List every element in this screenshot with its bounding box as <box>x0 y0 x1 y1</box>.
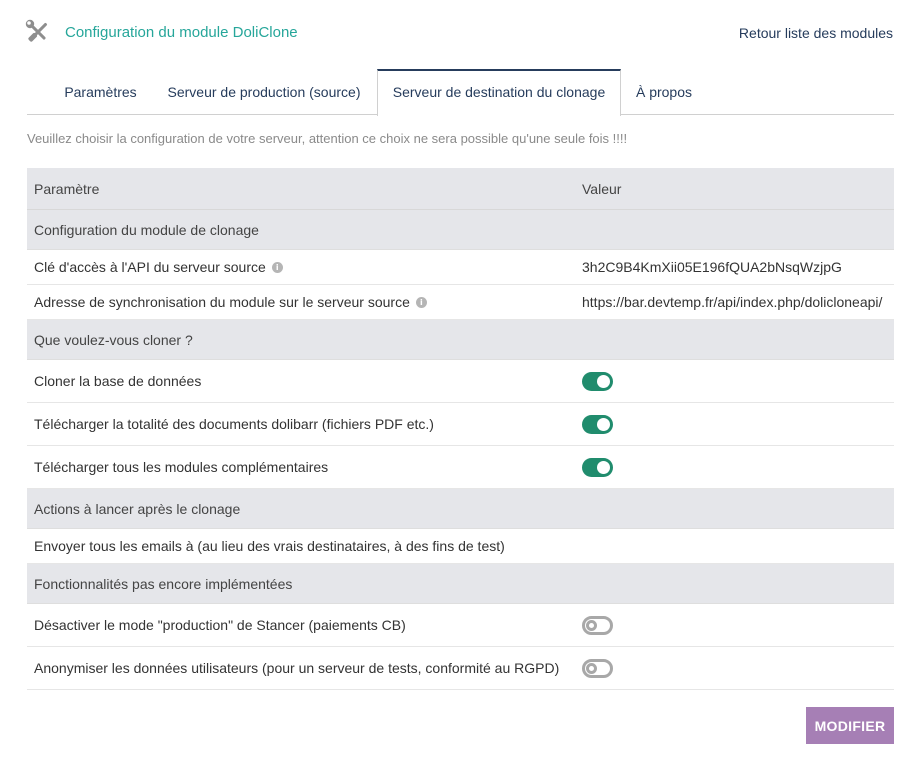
tools-icon <box>25 19 51 45</box>
row-label <box>34 285 427 319</box>
download-docs-toggle[interactable] <box>582 415 613 434</box>
clone-db-toggle[interactable] <box>582 372 613 391</box>
group-label: Que voulez-vous cloner ? <box>34 331 193 348</box>
group-row-clone <box>27 320 894 360</box>
toggle-knob <box>586 620 597 631</box>
info-icon[interactable]: i <box>416 297 427 308</box>
table-header-row <box>27 168 894 210</box>
header-value: Valeur <box>582 180 622 197</box>
table-row-clone-db <box>27 360 894 403</box>
sync-url-label: Adresse de synchronisation du module sur le serveur source <box>34 294 410 310</box>
download-modules-toggle[interactable] <box>582 458 613 477</box>
header-param: Paramètre <box>34 180 100 197</box>
disable-stancer-label: Désactiver le mode "production" de Stancer (paiements CB) <box>34 617 406 633</box>
clone-db-label: Cloner la base de données <box>34 373 202 389</box>
anonymize-label: Anonymiser les données utilisateurs (pour un serveur de tests, conformité au RGPD) <box>34 660 560 676</box>
send-emails-label: Envoyer tous les emails à (au lieu des vrais destinataires, à des fins de test) <box>34 538 505 554</box>
group-label: Configuration du module de clonage <box>34 221 259 238</box>
api-key-label: Clé d'accès à l'API du serveur source <box>34 259 266 275</box>
group-row-configuration <box>27 210 894 250</box>
sync-url-value: https://bar.devtemp.fr/api/index.php/dolicloneapi/ <box>582 294 883 310</box>
table-row-anonymize <box>27 647 894 690</box>
group-row-actions <box>27 489 894 529</box>
table-row-api-key <box>27 250 894 285</box>
download-docs-label: Télécharger la totalité des documents dolibarr (fichiers PDF etc.) <box>34 416 434 432</box>
info-message: Veuillez choisir la configuration de votre serveur, attention ce choix ne sera possible qu'une seule fois !!!! <box>27 131 628 146</box>
tab-serveur-production[interactable]: Serveur de production (source) <box>167 84 361 100</box>
disable-stancer-toggle[interactable] <box>582 616 613 635</box>
back-to-modules-link[interactable]: Retour liste des modules <box>738 25 893 41</box>
table-row-disable-stancer <box>27 604 894 647</box>
api-key-value: 3h2C9B4KmXii05E196fQUA2bNsqWzjpG <box>582 259 842 275</box>
tab-bar <box>27 69 894 115</box>
toggle-knob <box>597 461 610 474</box>
config-table <box>27 168 894 690</box>
tab-a-propos[interactable]: À propos <box>635 84 693 100</box>
download-modules-label: Télécharger tous les modules complémentaires <box>34 459 329 475</box>
page-title: Configuration du module DoliClone <box>65 24 298 41</box>
info-icon[interactable]: i <box>272 262 283 273</box>
anonymize-toggle[interactable] <box>582 659 613 678</box>
row-label <box>34 250 283 284</box>
tab-parametres[interactable]: Paramètres <box>64 84 137 100</box>
tab-serveur-destination[interactable]: Serveur de destination du clonage <box>377 69 621 116</box>
group-label: Actions à lancer après le clonage <box>34 500 241 517</box>
table-row-download-modules <box>27 446 894 489</box>
toggle-knob <box>586 663 597 674</box>
table-row-download-docs <box>27 403 894 446</box>
toggle-knob <box>597 375 610 388</box>
group-label: Fonctionnalités pas encore implémentées <box>34 575 293 592</box>
toggle-knob <box>597 418 610 431</box>
modify-button[interactable]: MODIFIER <box>806 707 894 744</box>
table-row-sync-url <box>27 285 894 320</box>
table-row-send-emails <box>27 529 894 564</box>
page-header <box>0 0 916 64</box>
group-row-not-implemented <box>27 564 894 604</box>
